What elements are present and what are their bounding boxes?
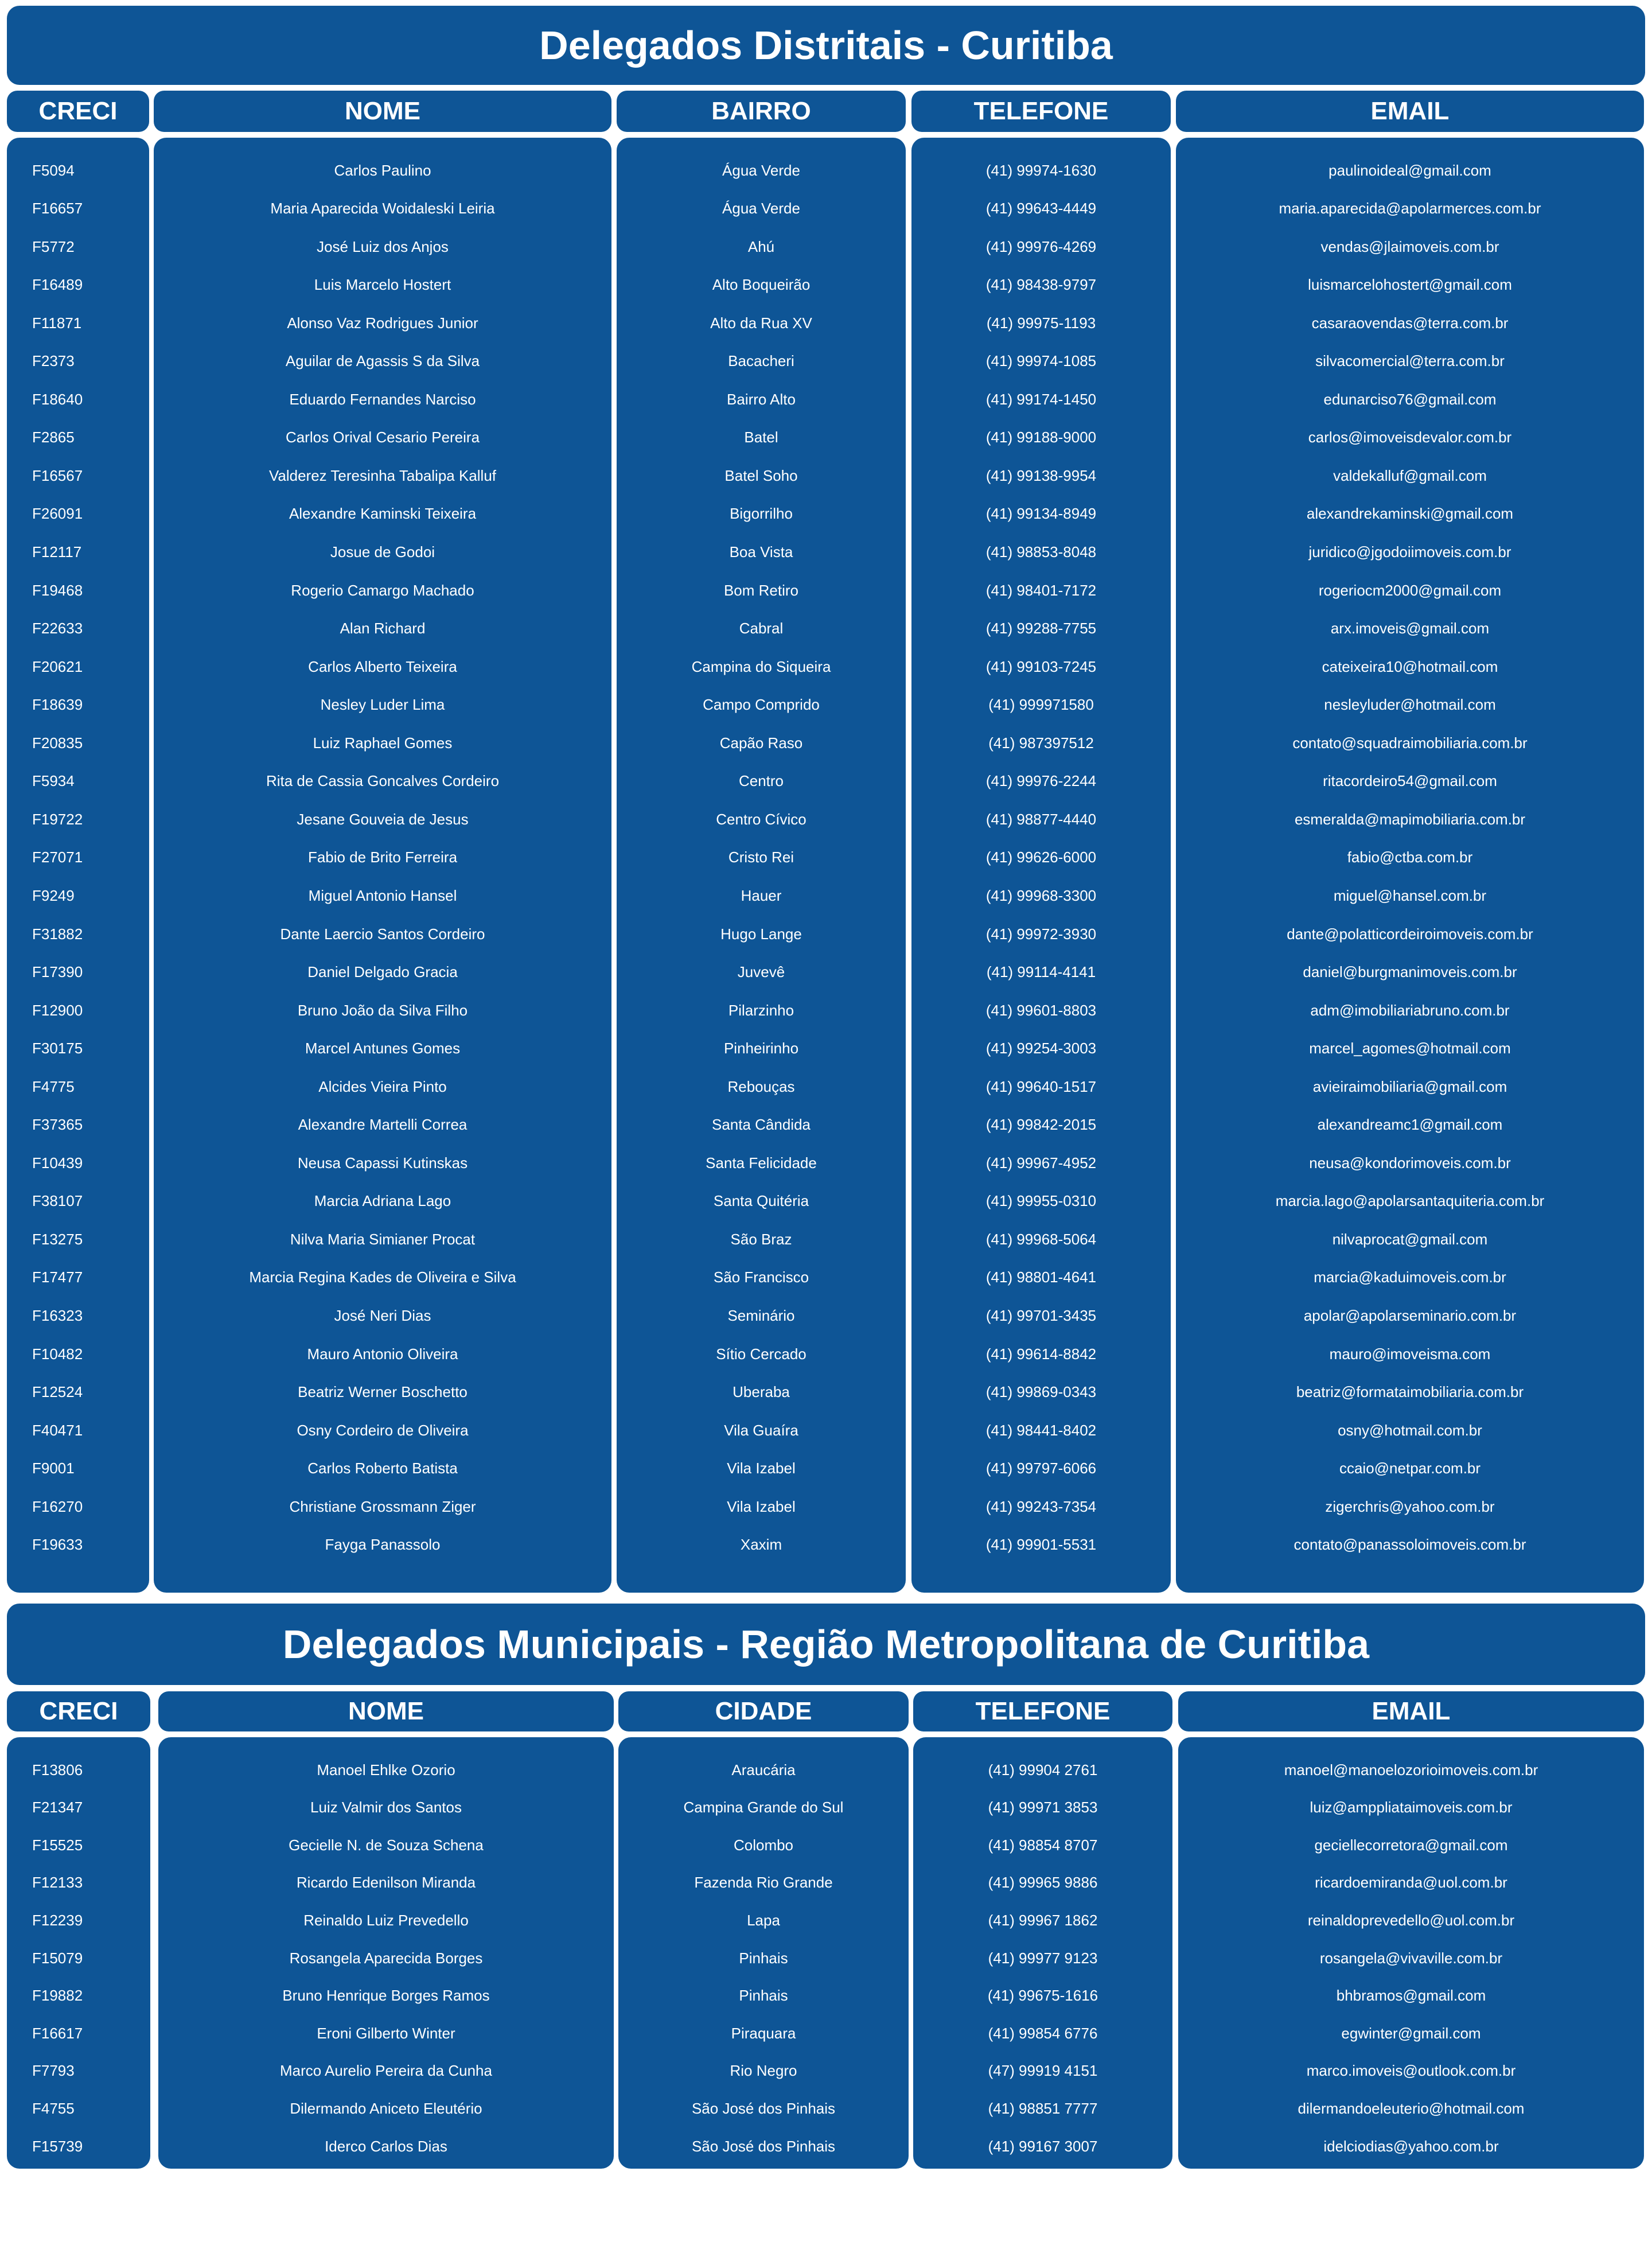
- section1-telefone-cell: (41) 98801-4641: [985, 1268, 1097, 1286]
- section1-nome-cell: Marcia Regina Kades de Oliveira e Silva: [249, 1268, 516, 1286]
- section1-creci-cell: F16489: [32, 276, 83, 294]
- section1-telefone-cell: (41) 99968-3300: [985, 886, 1097, 904]
- section1-nome-cell: Fayga Panassolo: [325, 1536, 441, 1554]
- section1-nome-cell: Dante Laercio Santos Cordeiro: [280, 925, 485, 943]
- section2-nome-cell: Dilermando Aniceto Eleutério: [290, 2099, 482, 2117]
- section1-column-nome: [154, 138, 611, 1593]
- section2-telefone-cell: (41) 99904 2761: [988, 1761, 1098, 1779]
- section1-bairro-cell: Campo Comprido: [703, 696, 820, 714]
- section1-nome-cell: Marcia Adriana Lago: [314, 1192, 451, 1210]
- section1-email-cell: cateixeira10@hotmail.com: [1322, 657, 1498, 675]
- section1-nome-cell: Nesley Luder Lima: [320, 696, 445, 714]
- section1-creci-cell: F40471: [32, 1421, 83, 1439]
- section1-bairro-cell: Alto da Rua XV: [710, 314, 812, 332]
- section1-creci-cell: F10439: [32, 1154, 83, 1172]
- section2-cidade-cell: Pinhais: [739, 1949, 788, 1967]
- section1-creci-cell: F30175: [32, 1040, 83, 1057]
- section2-email-cell: dilermandoeleuterio@hotmail.com: [1298, 2099, 1525, 2117]
- section2-creci-cell: F15525: [32, 1836, 83, 1854]
- section1-nome-cell: Fabio de Brito Ferreira: [307, 849, 458, 866]
- section1-bairro-cell: São Francisco: [713, 1268, 809, 1286]
- section2-nome-cell: Manoel Ehlke Ozorio: [317, 1761, 455, 1779]
- section1-nome-cell: Eduardo Fernandes Narciso: [289, 390, 476, 408]
- section1-header-nome: NOME: [154, 91, 611, 132]
- section1-email-cell: ritacordeiro54@gmail.com: [1323, 772, 1497, 790]
- section2-email-cell: reinaldoprevedello@uol.com.br: [1307, 1911, 1515, 1929]
- section2-telefone-cell: (41) 99675-1616: [987, 1987, 1098, 2005]
- section1-telefone-cell: (41) 99869-0343: [985, 1383, 1097, 1401]
- section1-nome-cell: Osny Cordeiro de Oliveira: [297, 1421, 469, 1439]
- section2-title: [7, 1604, 1645, 1685]
- section1-email-cell: osny@hotmail.com.br: [1338, 1421, 1482, 1439]
- section1-nome-cell: Rogerio Camargo Machado: [291, 581, 474, 599]
- section1-email-cell: dante@polatticordeiroimoveis.com.br: [1287, 925, 1533, 943]
- section1-email-cell: juridico@jgodoiimoveis.com.br: [1308, 543, 1511, 561]
- section1-email-cell: paulinoideal@gmail.com: [1328, 161, 1491, 179]
- section1-bairro-cell: Rebouças: [727, 1077, 795, 1095]
- section1-column-email: [1176, 138, 1644, 1593]
- section1-nome-cell: José Neri Dias: [334, 1307, 431, 1324]
- section1-bairro-cell: Sítio Cercado: [716, 1345, 806, 1363]
- section1-nome-cell: Valderez Teresinha Tabalipa Kalluf: [268, 466, 497, 484]
- section1-email-cell: vendas@jlaimoveis.com.br: [1320, 238, 1499, 255]
- section1-telefone-cell: (41) 99174-1450: [985, 390, 1097, 408]
- section1-telefone-cell: (41) 99640-1517: [985, 1077, 1097, 1095]
- section2-nome-cell: Iderco Carlos Dias: [325, 2137, 447, 2155]
- section1-telefone-cell: (41) 99134-8949: [985, 505, 1097, 523]
- section1-telefone-cell: (41) 98877-4440: [985, 810, 1097, 828]
- section1-bairro-cell: Vila Izabel: [727, 1497, 796, 1515]
- section1-email-cell: neusa@kondorimoveis.com.br: [1309, 1154, 1511, 1172]
- section1-creci-cell: F2865: [32, 429, 75, 446]
- section1-bairro-cell: Cabral: [739, 620, 784, 637]
- section1-creci-cell: F18639: [32, 696, 83, 714]
- section2-telefone-cell: (41) 99854 6776: [988, 2024, 1098, 2042]
- section2-creci-cell: F19882: [32, 1987, 83, 2005]
- section1-creci-cell: F20835: [32, 734, 83, 752]
- section1-bairro-cell: Ahú: [747, 238, 775, 255]
- section1-telefone-cell: (41) 99138-9954: [985, 466, 1097, 484]
- section2-nome-cell: Luiz Valmir dos Santos: [310, 1799, 462, 1816]
- section1-bairro-cell: Hugo Lange: [720, 925, 802, 943]
- section2-header-nome: NOME: [158, 1691, 614, 1731]
- section2-cidade-cell: Colombo: [733, 1836, 794, 1854]
- section1-email-cell: rogeriocm2000@gmail.com: [1318, 581, 1502, 599]
- section1-creci-cell: F37365: [32, 1116, 83, 1134]
- section2-email-cell: egwinter@gmail.com: [1341, 2024, 1481, 2042]
- section2-telefone-cell: (41) 99977 9123: [988, 1949, 1098, 1967]
- section2-cidade-cell: São José dos Pinhais: [691, 2137, 836, 2155]
- section1-telefone-cell: (41) 99975-1193: [986, 314, 1096, 332]
- section1-email-cell: marcia.lago@apolarsantaquiteria.com.br: [1275, 1192, 1545, 1210]
- section2-telefone-cell: (41) 99167 3007: [988, 2137, 1098, 2155]
- section2-column-nome: [158, 1737, 614, 2169]
- section2-cidade-cell: Lapa: [747, 1911, 780, 1929]
- section1-title: [7, 6, 1645, 85]
- section2-creci-cell: F16617: [32, 2024, 83, 2042]
- section1-telefone-cell: (41) 99967-4952: [985, 1154, 1097, 1172]
- section1-email-cell: alexandreamc1@gmail.com: [1317, 1116, 1503, 1134]
- section1-email-cell: fabio@ctba.com.br: [1347, 849, 1473, 866]
- section1-email-cell: contato@squadraimobiliaria.com.br: [1292, 734, 1528, 752]
- section2-creci-cell: F21347: [32, 1799, 83, 1816]
- section1-nome-cell: Aguilar de Agassis S da Silva: [285, 352, 480, 370]
- section1-bairro-cell: Batel Soho: [724, 466, 798, 484]
- section2-creci-cell: F12133: [32, 1874, 83, 1892]
- section1-nome-cell: Miguel Antonio Hansel: [308, 886, 457, 904]
- section1-creci-cell: F11871: [32, 314, 82, 332]
- section1-telefone-cell: (41) 98401-7172: [985, 581, 1097, 599]
- section1-creci-cell: F22633: [32, 620, 83, 637]
- section1-creci-cell: F16567: [32, 466, 83, 484]
- section1-creci-cell: F19722: [32, 810, 83, 828]
- section1-bairro-cell: São Braz: [730, 1230, 792, 1248]
- section1-bairro-cell: Juvevê: [737, 963, 785, 981]
- section1-nome-cell: Alexandre Kaminski Teixeira: [289, 505, 477, 523]
- section1-nome-cell: Alonso Vaz Rodrigues Junior: [287, 314, 478, 332]
- section1-bairro-cell: Água Verde: [722, 200, 800, 217]
- section1-telefone-cell: (41) 99103-7245: [985, 657, 1097, 675]
- section2-email-cell: bhbramos@gmail.com: [1336, 1987, 1486, 2005]
- section2-column-cidade: [618, 1737, 909, 2169]
- section2-creci-cell: F7793: [32, 2062, 75, 2080]
- section2-column-telefone: [913, 1737, 1172, 2169]
- section1-nome-cell: Carlos Roberto Batista: [307, 1460, 458, 1477]
- section1-email-cell: marcia@kaduimoveis.com.br: [1314, 1268, 1506, 1286]
- section1-email-cell: marcel_agomes@hotmail.com: [1309, 1040, 1511, 1057]
- section1-nome-cell: Jesane Gouveia de Jesus: [297, 810, 469, 828]
- section1-telefone-cell: (41) 99901-5531: [985, 1536, 1097, 1554]
- section1-title-text: Delegados Distritais - Curitiba: [539, 23, 1113, 68]
- section1-telefone-cell: (41) 99701-3435: [985, 1307, 1097, 1324]
- section1-telefone-cell: (41) 99243-7354: [985, 1497, 1097, 1515]
- section1-creci-cell: F9249: [32, 886, 75, 904]
- section2-email-cell: luiz@amppliataimoveis.com.br: [1310, 1799, 1513, 1816]
- section1-email-cell: casaraovendas@terra.com.br: [1311, 314, 1509, 332]
- section1-email-cell: esmeralda@mapimobiliaria.com.br: [1294, 810, 1526, 828]
- section1-creci-cell: F5934: [32, 772, 75, 790]
- section1-email-cell: adm@imobiliariabruno.com.br: [1310, 1001, 1510, 1019]
- section1-email-cell: edunarciso76@gmail.com: [1323, 390, 1497, 408]
- section1-header-bairro: BAIRRO: [617, 91, 906, 132]
- section2-telefone-cell: (41) 99971 3853: [988, 1799, 1098, 1816]
- section2-cidade-cell: Piraquara: [731, 2024, 796, 2042]
- section2-telefone-cell: (41) 98851 7777: [988, 2099, 1098, 2117]
- section2-cidade-cell: Araucária: [731, 1761, 796, 1779]
- section1-bairro-cell: Pinheirinho: [723, 1040, 799, 1057]
- section1-telefone-cell: (41) 99976-2244: [985, 772, 1097, 790]
- section2-cidade-cell: Fazenda Rio Grande: [694, 1874, 833, 1892]
- section1-email-cell: alexandrekaminski@gmail.com: [1306, 505, 1514, 523]
- section1-creci-cell: F17390: [32, 963, 83, 981]
- section1-telefone-cell: (41) 999971580: [988, 696, 1094, 714]
- section1-email-cell: daniel@burgmanimoveis.com.br: [1303, 963, 1517, 981]
- section1-telefone-cell: (41) 99972-3930: [985, 925, 1097, 943]
- section1-bairro-cell: Xaxim: [740, 1536, 782, 1554]
- section1-creci-cell: F12524: [32, 1383, 83, 1401]
- section1-creci-cell: F13275: [32, 1230, 83, 1248]
- section1-email-cell: arx.imoveis@gmail.com: [1330, 620, 1490, 637]
- section1-telefone-cell: (41) 99601-8803: [985, 1001, 1097, 1019]
- section1-telefone-cell: (41) 987397512: [988, 734, 1094, 752]
- section2-cidade-cell: São José dos Pinhais: [691, 2099, 836, 2117]
- section2-cidade-cell: Pinhais: [739, 1987, 788, 2005]
- section1-bairro-cell: Centro: [738, 772, 784, 790]
- section1-email-cell: apolar@apolarseminario.com.br: [1303, 1307, 1517, 1324]
- section1-email-cell: avieiraimobiliaria@gmail.com: [1312, 1077, 1507, 1095]
- section1-email-cell: maria.aparecida@apolarmerces.com.br: [1279, 200, 1541, 217]
- section2-email-cell: idelciodias@yahoo.com.br: [1323, 2137, 1499, 2155]
- section2-telefone-cell: (47) 99919 4151: [988, 2062, 1098, 2080]
- section1-creci-cell: F19633: [32, 1536, 83, 1554]
- section2-email-cell: marco.imoveis@outlook.com.br: [1306, 2062, 1516, 2080]
- section1-telefone-cell: (41) 99797-6066: [985, 1460, 1097, 1477]
- section1-creci-cell: F20621: [32, 657, 83, 675]
- section1-creci-cell: F18640: [32, 390, 83, 408]
- section2-nome-cell: Rosangela Aparecida Borges: [289, 1949, 483, 1967]
- section2-email-cell: rosangela@vivaville.com.br: [1319, 1949, 1503, 1967]
- section1-bairro-cell: Seminário: [727, 1307, 795, 1324]
- section2-telefone-cell: (41) 99965 9886: [988, 1874, 1098, 1892]
- section1-telefone-cell: (41) 99254-3003: [985, 1040, 1097, 1057]
- section1-telefone-cell: (41) 99188-9000: [985, 429, 1097, 446]
- section1-nome-cell: Josue de Godoi: [330, 543, 435, 561]
- section1-bairro-cell: Campina do Siqueira: [691, 657, 831, 675]
- section1-bairro-cell: Alto Boqueirão: [712, 276, 811, 294]
- section1-header-creci: CRECI: [7, 91, 149, 132]
- section1-creci-cell: F5094: [32, 161, 75, 179]
- section1-column-bairro: [617, 138, 906, 1593]
- section1-nome-cell: Nilva Maria Simianer Procat: [290, 1230, 476, 1248]
- section1-bairro-cell: Bom Retiro: [723, 581, 799, 599]
- section1-telefone-cell: (41) 99974-1085: [985, 352, 1097, 370]
- section1-email-cell: mauro@imoveisma.com: [1329, 1345, 1491, 1363]
- section1-nome-cell: Marcel Antunes Gomes: [305, 1040, 461, 1057]
- section2-creci-cell: F13806: [32, 1761, 83, 1779]
- section2-title-text: Delegados Municipais - Região Metropolitana de Curitiba: [282, 1622, 1370, 1667]
- section2-telefone-cell: (41) 98854 8707: [988, 1836, 1098, 1854]
- section1-creci-cell: F10482: [32, 1345, 83, 1363]
- section1-bairro-cell: Cristo Rei: [728, 849, 794, 866]
- section1-creci-cell: F27071: [32, 849, 83, 866]
- section2-creci-cell: F15739: [32, 2137, 83, 2155]
- section2-email-cell: manoel@manoelozorioimoveis.com.br: [1284, 1761, 1538, 1779]
- section2-header-creci: CRECI: [7, 1691, 150, 1731]
- section1-bairro-cell: Capão Raso: [719, 734, 803, 752]
- section1-email-cell: ccaio@netpar.com.br: [1339, 1460, 1481, 1477]
- section1-column-telefone: [911, 138, 1171, 1593]
- section1-creci-cell: F38107: [32, 1192, 83, 1210]
- section1-nome-cell: Alexandre Martelli Correa: [298, 1116, 467, 1134]
- section1-nome-cell: Maria Aparecida Woidaleski Leiria: [270, 200, 495, 217]
- section1-nome-cell: Alan Richard: [340, 620, 426, 637]
- section1-telefone-cell: (41) 99626-6000: [985, 849, 1097, 866]
- section1-creci-cell: F17477: [32, 1268, 83, 1286]
- section1-nome-cell: Mauro Antonio Oliveira: [307, 1345, 458, 1363]
- section1-telefone-cell: (41) 99842-2015: [985, 1116, 1097, 1134]
- section1-email-cell: zigerchris@yahoo.com.br: [1325, 1497, 1495, 1515]
- section2-email-cell: ricardoemiranda@uol.com.br: [1315, 1874, 1507, 1892]
- section1-bairro-cell: Santa Quitéria: [713, 1192, 809, 1210]
- section1-email-cell: contato@panassoloimoveis.com.br: [1293, 1536, 1526, 1554]
- section1-bairro-cell: Santa Felicidade: [706, 1154, 817, 1172]
- section2-nome-cell: Bruno Henrique Borges Ramos: [282, 1987, 490, 2005]
- section1-bairro-cell: Batel: [744, 429, 778, 446]
- section1-telefone-cell: (41) 99976-4269: [985, 238, 1097, 255]
- section1-creci-cell: F4775: [32, 1077, 75, 1095]
- section1-nome-cell: Carlos Paulino: [334, 161, 431, 179]
- section1-creci-cell: F16657: [32, 200, 83, 217]
- section1-bairro-cell: Bairro Alto: [727, 390, 796, 408]
- section1-nome-cell: Neusa Capassi Kutinskas: [297, 1154, 468, 1172]
- section1-telefone-cell: (41) 99114-4141: [986, 963, 1096, 981]
- section2-header-email: EMAIL: [1178, 1691, 1644, 1731]
- section1-creci-cell: F2373: [32, 352, 75, 370]
- section1-bairro-cell: Vila Izabel: [727, 1460, 796, 1477]
- section2-nome-cell: Eroni Gilberto Winter: [317, 2024, 455, 2042]
- section2-header-cidade: CIDADE: [618, 1691, 909, 1731]
- section2-telefone-cell: (41) 99967 1862: [988, 1911, 1098, 1929]
- section1-header-email: EMAIL: [1176, 91, 1644, 132]
- section1-telefone-cell: (41) 99974-1630: [985, 161, 1097, 179]
- section1-telefone-cell: (41) 99643-4449: [985, 200, 1097, 217]
- section1-telefone-cell: (41) 99288-7755: [985, 620, 1097, 637]
- section1-creci-cell: F19468: [32, 581, 83, 599]
- section2-creci-cell: F12239: [32, 1911, 83, 1929]
- section1-nome-cell: Rita de Cassia Goncalves Cordeiro: [266, 772, 500, 790]
- section2-nome-cell: Gecielle N. de Souza Schena: [289, 1836, 484, 1854]
- section1-email-cell: silvacomercial@terra.com.br: [1315, 352, 1505, 370]
- section1-email-cell: carlos@imoveisdevalor.com.br: [1308, 429, 1512, 446]
- section1-bairro-cell: Bacacheri: [728, 352, 794, 370]
- section1-nome-cell: Christiane Grossmann Ziger: [289, 1497, 476, 1515]
- section1-telefone-cell: (41) 98853-8048: [985, 543, 1097, 561]
- section1-telefone-cell: (41) 98441-8402: [985, 1421, 1097, 1439]
- section1-bairro-cell: Bigorrilho: [730, 505, 793, 523]
- section2-nome-cell: Marco Aurelio Pereira da Cunha: [280, 2062, 492, 2080]
- section2-cidade-cell: Campina Grande do Sul: [683, 1799, 844, 1816]
- section2-column-email: [1178, 1737, 1644, 2169]
- section2-nome-cell: Reinaldo Luiz Prevedello: [303, 1911, 469, 1929]
- section1-creci-cell: F31882: [32, 925, 83, 943]
- section1-nome-cell: Daniel Delgado Gracia: [307, 963, 458, 981]
- section2-column-creci: [7, 1737, 150, 2169]
- section1-email-cell: luismarcelohostert@gmail.com: [1308, 276, 1512, 294]
- section1-bairro-cell: Água Verde: [722, 161, 800, 179]
- section1-nome-cell: Beatriz Werner Boschetto: [298, 1383, 467, 1401]
- section2-cidade-cell: Rio Negro: [730, 2062, 797, 2080]
- section1-nome-cell: Alcides Vieira Pinto: [318, 1077, 447, 1095]
- section2-email-cell: geciellecorretora@gmail.com: [1314, 1836, 1508, 1854]
- section1-nome-cell: Bruno João da Silva Filho: [297, 1001, 468, 1019]
- section1-bairro-cell: Vila Guaíra: [724, 1421, 798, 1439]
- section1-bairro-cell: Uberaba: [733, 1383, 790, 1401]
- section1-nome-cell: Carlos Alberto Teixeira: [308, 657, 457, 675]
- section2-creci-cell: F4755: [32, 2099, 75, 2117]
- section2-nome-cell: Ricardo Edenilson Miranda: [296, 1874, 476, 1892]
- section1-telefone-cell: (41) 99968-5064: [985, 1230, 1097, 1248]
- section2-header-telefone: TELEFONE: [913, 1691, 1172, 1731]
- section1-creci-cell: F16323: [32, 1307, 83, 1324]
- section1-nome-cell: Luiz Raphael Gomes: [313, 734, 453, 752]
- section1-bairro-cell: Centro Cívico: [716, 810, 806, 828]
- section1-nome-cell: Carlos Orival Cesario Pereira: [285, 429, 480, 446]
- section1-email-cell: nesleyluder@hotmail.com: [1324, 696, 1496, 714]
- section1-email-cell: beatriz@formataimobiliaria.com.br: [1296, 1383, 1524, 1401]
- section1-creci-cell: F9001: [32, 1460, 75, 1477]
- section1-email-cell: valdekalluf@gmail.com: [1333, 466, 1487, 484]
- section1-creci-cell: F5772: [32, 238, 75, 255]
- section1-nome-cell: José Luiz dos Anjos: [317, 238, 449, 255]
- section1-creci-cell: F12117: [32, 543, 82, 561]
- section1-bairro-cell: Hauer: [741, 886, 782, 904]
- section1-email-cell: miguel@hansel.com.br: [1333, 886, 1487, 904]
- section1-bairro-cell: Boa Vista: [729, 543, 793, 561]
- section1-creci-cell: F12900: [32, 1001, 83, 1019]
- section1-creci-cell: F26091: [32, 505, 83, 523]
- section1-nome-cell: Luis Marcelo Hostert: [314, 276, 451, 294]
- section1-column-creci: [7, 138, 149, 1593]
- section1-email-cell: nilvaprocat@gmail.com: [1332, 1230, 1488, 1248]
- section1-header-telefone: TELEFONE: [911, 91, 1171, 132]
- section1-bairro-cell: Santa Cândida: [711, 1116, 811, 1134]
- section2-creci-cell: F15079: [32, 1949, 83, 1967]
- section1-creci-cell: F16270: [32, 1497, 83, 1515]
- section1-bairro-cell: Pilarzinho: [728, 1001, 794, 1019]
- section1-telefone-cell: (41) 99614-8842: [985, 1345, 1097, 1363]
- section1-telefone-cell: (41) 99955-0310: [985, 1192, 1097, 1210]
- section1-telefone-cell: (41) 98438-9797: [985, 276, 1097, 294]
